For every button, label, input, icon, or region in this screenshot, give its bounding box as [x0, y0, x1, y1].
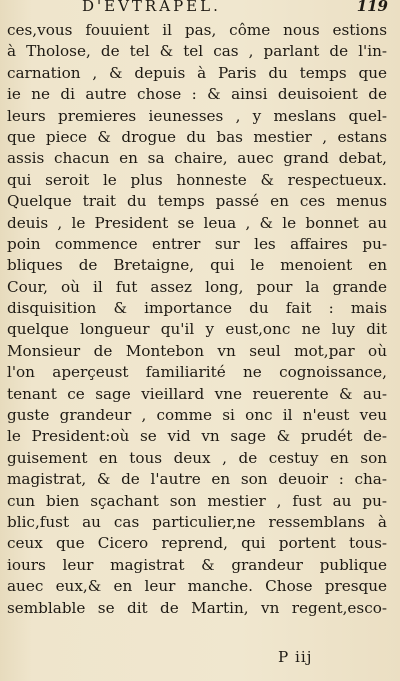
- text-line: deuis , le President se leua , & le bonnet au: [7, 213, 387, 232]
- text-line: guste grandeur , comme si onc il n'eust veu: [7, 406, 387, 425]
- text-line: ie ne di autre chose : & ainsi deuisoient de: [7, 85, 387, 104]
- text-line: cun bien sçachant son mestier , fust au pu-: [7, 491, 387, 510]
- text-line: leurs premieres ieunesses , y meslans quel-: [7, 106, 387, 125]
- page-number: 119: [356, 0, 388, 15]
- text-line: bliques de Bretaigne, qui le menoient en: [7, 256, 387, 275]
- text-line: tenant ce sage vieillard vne reuerente & au-: [7, 384, 387, 403]
- text-line: ces,vous fouuient il pas, côme nous estions: [7, 21, 387, 39]
- text-line: iours leur magistrat & grandeur publique: [7, 555, 387, 574]
- text-line: le President:où se vid vn sage & prudét de-: [7, 427, 387, 446]
- text-line: quelque longueur qu'il y eust,onc ne luy dit: [7, 320, 387, 339]
- text-line: magistrat, & de l'autre en son deuoir : cha-: [7, 470, 387, 489]
- text-line: disquisition & importance du fait : mais: [7, 299, 387, 318]
- text-line: ceux que Cicero reprend, qui portent tous-: [7, 534, 387, 553]
- text-line: carnation , & depuis à Paris du temps que: [7, 63, 387, 82]
- text-line: l'on aperçeust familiarité ne cognoissance,: [7, 363, 387, 382]
- text-line: semblable se dit de Martin, vn regent,esco-: [7, 598, 387, 617]
- text-line: Monsieur de Montebon vn seul mot,par où: [7, 341, 387, 360]
- signature-mark: P iij: [278, 648, 313, 666]
- running-title: D'EVTRAPEL.: [82, 0, 221, 15]
- text-line: Quelque trait du temps passé en ces menus: [7, 192, 387, 211]
- text-line: auec eux,& en leur manche. Chose presque: [7, 577, 387, 596]
- text-line: que piece & drogue du bas mestier , estans: [7, 127, 387, 146]
- text-line: assis chacun en sa chaire, auec grand debat,: [7, 149, 387, 168]
- text-line: poin commence entrer sur les affaires pu-: [7, 234, 387, 253]
- text-line: qui seroit le plus honneste & respectueux.: [7, 170, 387, 189]
- running-head: [0, 0, 400, 17]
- body-text: [7, 20, 387, 619]
- text-line: blic,fust au cas particulier,ne ressemblans à: [7, 512, 387, 531]
- text-line: Cour, où il fut assez long, pour la grande: [7, 277, 387, 296]
- text-line: guisement en tous deux , de cestuy en son: [7, 448, 387, 467]
- text-line: à Tholose, de tel & tel cas , parlant de l'in-: [7, 42, 387, 61]
